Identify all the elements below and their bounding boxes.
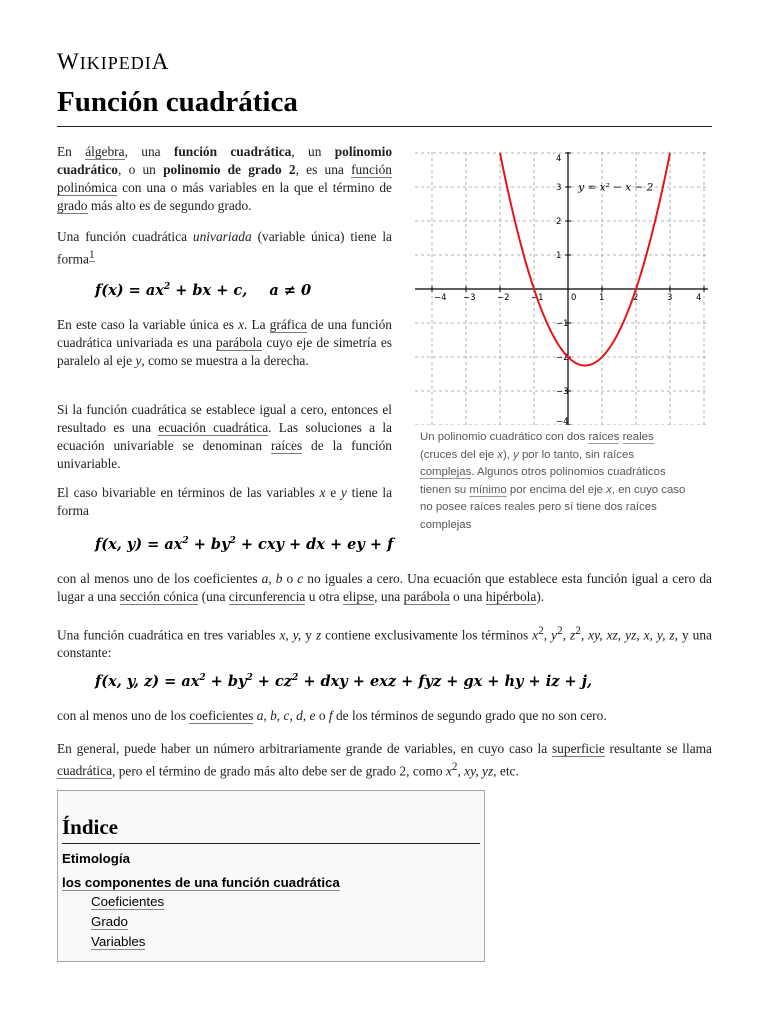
x-tick-label: 0 [571, 293, 577, 303]
toc-title: Índice [62, 815, 119, 839]
x-tick-label: 1 [599, 293, 605, 303]
link-parabola[interactable]: parábola [216, 335, 263, 350]
trivariate-paragraph: Una función cuadrática en tres variables x, y, y z contiene exclusivamente los términos $x^2$, $y^2$, $z^2$, xy, xz, yz, x, y, z, y una constante: [57, 625, 713, 661]
x-tick-label: −2 [497, 293, 510, 303]
graph-axes [415, 152, 708, 425]
caption-link-complejas[interactable]: complejas [420, 466, 472, 478]
link-seccion-conica[interactable]: sección cónica [119, 589, 199, 604]
caption-link-minimo[interactable]: mínimo [469, 483, 507, 496]
x-tick-label: −1 [531, 293, 544, 303]
x-tick-label: −4 [434, 293, 447, 303]
y-tick-label: 3 [556, 183, 562, 193]
link-parabola-2[interactable]: parábola [403, 589, 450, 604]
general-paragraph: En general, puede haber un número arbitrariamente grande de variables, en cuyo caso la superficie resultante se llama cuadrática, pero el término de grado más alto debe ser de grado 2, como $x^2$, xy, yz, etc. [57, 741, 713, 779]
bivariate-paragraph: El caso bivariable en términos de las variables x e y tiene la forma [57, 485, 393, 518]
conic-paragraph: con al menos uno de los coeficientes a, b o c no iguales a cero. Una ecuación que establece esta función igual a cero da lugar a una sección cónica (una circunferencia u otra elipse, una parábola o una hipérbola). [57, 571, 713, 604]
reference-link[interactable]: 1 [88, 249, 95, 261]
caption-link-raices[interactable]: raíces [588, 431, 620, 443]
link-circunferencia[interactable]: circunferencia [228, 589, 306, 604]
y-tick-label: −2 [556, 353, 569, 363]
univariate-formula: $f(x) = ax^2$ + bx + c, a ≠ 0 [95, 282, 312, 299]
trivariate-formula: f(x, y, $z) = ax^2 + by^2 + cz^2$ + dxy + exz + fyz + gx + hy + iz + j, [95, 673, 592, 690]
wikipedia-logo[interactable] [57, 49, 169, 75]
toc-item-componentes[interactable]: los componentes de una función cuadrática [62, 875, 340, 890]
link-cuadratica[interactable]: cuadrática [57, 763, 113, 779]
y-tick-label: 4 [556, 154, 562, 164]
x-tick-label: −3 [463, 293, 476, 303]
bivariate-formula: f(x, $y) = ax^2 + by^2$ + cxy + dx + ey + f [95, 536, 394, 553]
equation-paragraph: Si la función cuadrática se establece igual a cero, entonces el resultado es una ecuación cuadrática. Las soluciones a la ecuación univariable se denominan raíces de la función univariable. [57, 402, 393, 471]
logo-last-letter: A [151, 49, 170, 74]
link-funcion-polinomica[interactable]: función polinómica [57, 162, 392, 195]
intro-paragraph: En álgebra, una función cuadrática, un polinomio cuadrático, o un polinomio de grado 2, es una función polinómica con una o más variables en la que el término de grado más alto es de segundo grado. [57, 144, 393, 213]
coefficients-paragraph: con al menos uno de los coeficientes a, b, c, d, e o f de los términos de segundo grado que no son cero. [57, 708, 607, 723]
link-algebra[interactable]: álgebra [85, 144, 125, 159]
title-divider [57, 126, 712, 127]
link-ecuacion-cuadratica[interactable]: ecuación cuadrática [158, 420, 269, 435]
x-tick-label: 3 [667, 293, 673, 303]
toc-item-coeficientes[interactable]: Coeficientes [91, 894, 165, 909]
toc-item-variables[interactable]: Variables [91, 934, 146, 949]
y-tick-label: −1 [556, 319, 569, 329]
univariate-paragraph: Una función cuadrática univariada (variable única) tiene la forma$^1$ [57, 229, 392, 267]
x-tick-label: 4 [696, 293, 702, 303]
caption-link-reales[interactable]: reales [622, 431, 654, 443]
link-elipse[interactable]: elipse [342, 589, 375, 604]
logo-first-letter: W [57, 49, 80, 74]
y-tick-label: −3 [556, 387, 569, 397]
logo-middle-letters: IKIPEDI [79, 53, 152, 73]
x-tick-label: 2 [633, 293, 639, 303]
link-raices[interactable]: raíces [270, 438, 303, 453]
toc-item-etimologia[interactable]: Etimología [62, 851, 130, 866]
link-hiperbola[interactable]: hipérbola [485, 589, 537, 604]
parabola-graph [415, 152, 708, 425]
graph-caption: Un polinomio cuadrático con dos raíces reales (cruces del eje x), y por lo tanto, sin raíces complejas. Algunos otros polinomios cuadráticos tienen su mínimo por encima del eje x, en cuyo caso no posee raíces reales pero sí tiene dos raíces complejas [420, 431, 686, 531]
graph-equation-label: y = x² − x − 2 [578, 181, 654, 194]
link-superficie[interactable]: superficie [551, 741, 605, 756]
link-grafica[interactable]: gráfica [269, 317, 307, 332]
link-coeficientes[interactable]: coeficientes [189, 708, 254, 723]
table-of-contents [57, 790, 485, 962]
toc-item-grado[interactable]: Grado [91, 914, 128, 929]
toc-divider [62, 843, 480, 844]
y-tick-label: 1 [556, 251, 562, 261]
y-tick-label: 2 [556, 217, 562, 227]
graph-paragraph: En este caso la variable única es x. La gráfica de una función cuadrática univariada es una parábola cuyo eje de simetría es paralelo al eje y, como se muestra a la derecha. [57, 317, 392, 368]
link-grado[interactable]: grado [57, 198, 88, 213]
y-tick-label: −4 [556, 417, 569, 425]
page-title: Función cuadrática [57, 86, 298, 118]
